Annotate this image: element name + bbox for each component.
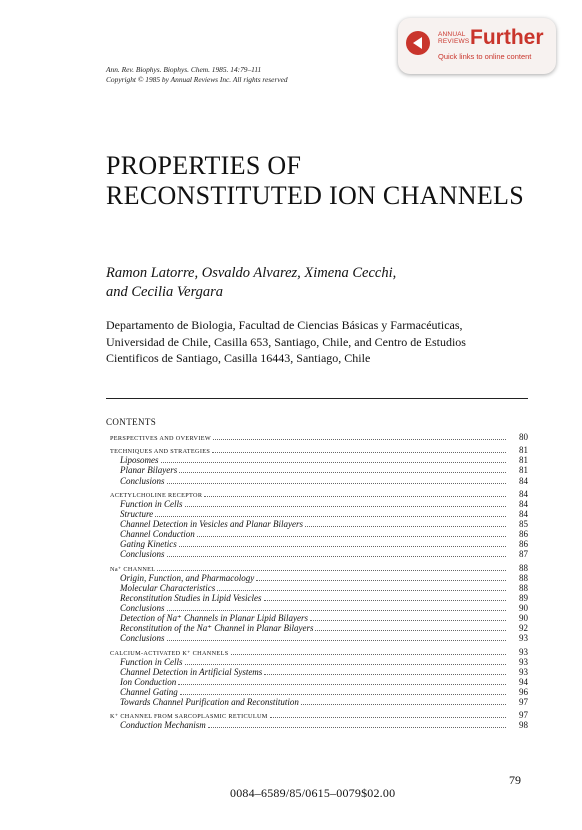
issn-code: 0084–6589/85/0615–0079$02.00	[230, 786, 396, 800]
authors-line-1: Ramon Latorre, Osvaldo Alvarez, Ximena Cecchi,	[106, 265, 397, 281]
toc-entry-label: Reconstitution of the Na⁺ Channel in Planar Bilayers	[120, 623, 314, 634]
badge-further-text: Further	[470, 26, 544, 49]
toc-leader-dots	[208, 726, 506, 728]
toc-subsection-row	[110, 667, 528, 677]
toc-leader-dots	[270, 716, 506, 718]
toc-entry-label: PERSPECTIVES AND OVERVIEW	[110, 435, 212, 442]
toc-leader-dots	[305, 525, 506, 527]
toc-leader-dots	[167, 555, 506, 557]
section-divider	[106, 398, 528, 399]
toc-leader-dots	[185, 663, 507, 665]
toc-entry-label: Channel Detection in Vesicles and Planar Bilayers	[120, 519, 303, 530]
toc-subsection-row	[110, 519, 528, 529]
toc-section-row	[110, 445, 528, 455]
toc-leader-dots	[256, 579, 506, 581]
toc-entry-page: 84	[519, 475, 528, 486]
toc-entry-label: Function in Cells	[120, 498, 183, 509]
toc-entry-label: Channel Conduction	[120, 529, 195, 540]
citation-line-copyright: Copyright © 1985 by Annual Reviews Inc. All rights reserved	[106, 75, 288, 84]
toc-entry-page: 84	[519, 488, 528, 499]
toc-entry-page: 84	[519, 498, 528, 509]
toc-subsection-row	[110, 720, 528, 730]
toc-leader-dots	[310, 619, 506, 621]
toc-leader-dots	[264, 673, 506, 675]
toc-subsection-row	[110, 549, 528, 559]
toc-entry-page: 80	[519, 432, 528, 442]
toc-subsection-row	[110, 657, 528, 667]
toc-entry-page: 85	[519, 519, 528, 530]
toc-subsection-row	[110, 623, 528, 633]
badge-reviews-text: REVIEWS	[438, 38, 470, 45]
toc-entry-label: Channel Gating	[120, 687, 178, 697]
toc-entry-page: 86	[519, 539, 528, 550]
toc-entry-label: Structure	[120, 509, 154, 520]
toc-subsection-row	[110, 476, 528, 486]
toc-leader-dots	[179, 545, 506, 547]
toc-entry-page: 81	[519, 445, 528, 456]
author-list	[106, 264, 396, 302]
play-arrow-icon	[406, 31, 430, 55]
toc-entry-page: 88	[519, 572, 528, 583]
toc-entry-page: 94	[519, 676, 528, 687]
toc-leader-dots	[213, 438, 506, 440]
toc-entry-page: 97	[519, 697, 528, 708]
toc-leader-dots	[167, 609, 506, 611]
toc-entry-page: 81	[519, 455, 528, 466]
citation-line-journal: Ann. Rev. Biophys. Biophys. Chem. 1985. 14:79–111	[106, 65, 262, 74]
toc-subsection-row	[110, 613, 528, 623]
toc-subsection-row	[110, 603, 528, 613]
toc-entry-label: Conclusions	[120, 633, 165, 644]
toc-entry-label: Reconstitution Studies in Lipid Vesicles	[120, 592, 262, 603]
toc-leader-dots	[264, 599, 507, 601]
toc-leader-dots	[301, 703, 506, 705]
toc-subsection-row	[110, 687, 528, 697]
toc-entry-label: Conduction Mechanism	[120, 720, 206, 731]
toc-entry-label: Gating Kinetics	[120, 539, 177, 550]
author-affiliation	[106, 317, 556, 367]
further-links-badge[interactable]	[398, 18, 556, 74]
toc-subsection-row	[110, 633, 528, 643]
toc-entry-page: 90	[519, 613, 528, 624]
toc-subsection-row	[110, 593, 528, 603]
toc-entry-page: 93	[519, 666, 528, 677]
toc-leader-dots	[204, 495, 506, 497]
toc-entry-page: 88	[519, 582, 528, 593]
toc-entry-page: 93	[519, 646, 528, 657]
toc-leader-dots	[197, 535, 506, 537]
toc-leader-dots	[212, 451, 506, 453]
toc-entry-page: 93	[519, 633, 528, 644]
contents-heading: CONTENTS	[106, 417, 157, 427]
toc-section-row	[110, 710, 528, 720]
toc-entry-page: 90	[519, 603, 528, 614]
toc-entry-page: 98	[519, 720, 528, 731]
toc-entry-label: ACETYLCHOLINE RECEPTOR	[110, 491, 203, 499]
toc-subsection-row	[110, 573, 528, 583]
toc-leader-dots	[157, 569, 506, 571]
toc-entry-label: Planar Bilayers	[120, 465, 178, 476]
title-line-1: PROPERTIES OF	[106, 151, 302, 180]
toc-entry-page: 88	[519, 562, 528, 573]
toc-subsection-row	[110, 465, 528, 475]
authors-line-2: and Cecilia Vergara	[106, 284, 224, 300]
toc-entry-label: Na⁺ CHANNEL	[110, 565, 156, 573]
toc-leader-dots	[179, 471, 506, 473]
toc-entry-label: Detection of Na⁺ Channels in Planar Lipid Bilayers	[120, 613, 308, 624]
article-title	[106, 151, 524, 211]
toc-section-row	[110, 489, 528, 499]
toc-entry-page: 89	[519, 592, 528, 603]
badge-annual-text: ANNUAL	[438, 31, 466, 38]
toc-entry-label: TECHNIQUES AND STRATEGIES	[110, 448, 211, 456]
toc-entry-label: Liposomes	[120, 455, 159, 466]
toc-entry-label: Origin, Function, and Pharmacology	[120, 572, 255, 583]
affiliation-line-3: Cientificos de Santiago, Casilla 16443, Santiago, Chile	[106, 351, 371, 365]
toc-entry-label: Function in Cells	[120, 656, 183, 667]
toc-leader-dots	[185, 505, 507, 507]
toc-entry-label: Molecular Characteristics	[120, 582, 216, 593]
page-number: 79	[509, 773, 521, 787]
toc-leader-dots	[180, 693, 506, 695]
toc-entry-label: Towards Channel Purification and Reconstitution	[120, 697, 299, 708]
toc-subsection-row	[110, 583, 528, 593]
badge-quick-links-text: Quick links to online content	[438, 52, 532, 61]
toc-subsection-row	[110, 677, 528, 687]
toc-leader-dots	[167, 482, 506, 484]
badge-publisher	[438, 31, 468, 45]
toc-entry-page: 81	[519, 465, 528, 476]
toc-leader-dots	[315, 629, 506, 631]
toc-section-row	[110, 647, 528, 657]
toc-entry-page: 96	[519, 687, 528, 697]
toc-entry-page: 92	[519, 623, 528, 634]
toc-entry-label: Conclusions	[120, 603, 165, 614]
toc-entry-page: 93	[519, 656, 528, 667]
toc-subsection-row	[110, 499, 528, 509]
toc-entry-label: Ion Conduction	[120, 676, 177, 687]
toc-entry-label: Conclusions	[120, 549, 165, 560]
toc-leader-dots	[231, 653, 507, 655]
toc-entry-label: K⁺ CHANNEL FROM SARCOPLASMIC RETICULUM	[110, 713, 268, 721]
table-of-contents	[110, 432, 528, 731]
affiliation-line-2: Universidad de Chile, Casilla 653, Santiago, Chile, and Centro de Estudios	[106, 334, 466, 349]
toc-entry-page: 86	[519, 529, 528, 540]
toc-entry-label: Channel Detection in Artificial Systems	[120, 666, 263, 677]
journal-citation	[106, 65, 288, 85]
toc-leader-dots	[178, 683, 506, 685]
toc-section-row	[110, 432, 528, 442]
title-line-2: RECONSTITUTED ION CHANNELS	[106, 181, 524, 210]
toc-entry-label: Conclusions	[120, 475, 165, 486]
affiliation-line-1: Departamento de Biologia, Facultad de Ciencias Básicas y Farmacéuticas,	[106, 318, 463, 332]
toc-leader-dots	[167, 639, 506, 641]
toc-section-row	[110, 563, 528, 573]
toc-leader-dots	[161, 461, 506, 463]
toc-entry-page: 97	[519, 710, 528, 721]
toc-leader-dots	[155, 515, 506, 517]
toc-subsection-row	[110, 539, 528, 549]
toc-leader-dots	[217, 589, 506, 591]
toc-entry-label: CALCIUM-ACTIVATED K⁺ CHANNELS	[110, 649, 229, 657]
toc-subsection-row	[110, 697, 528, 707]
toc-entry-page: 87	[519, 549, 528, 560]
toc-subsection-row	[110, 509, 528, 519]
toc-entry-page: 84	[519, 509, 528, 520]
toc-subsection-row	[110, 529, 528, 539]
